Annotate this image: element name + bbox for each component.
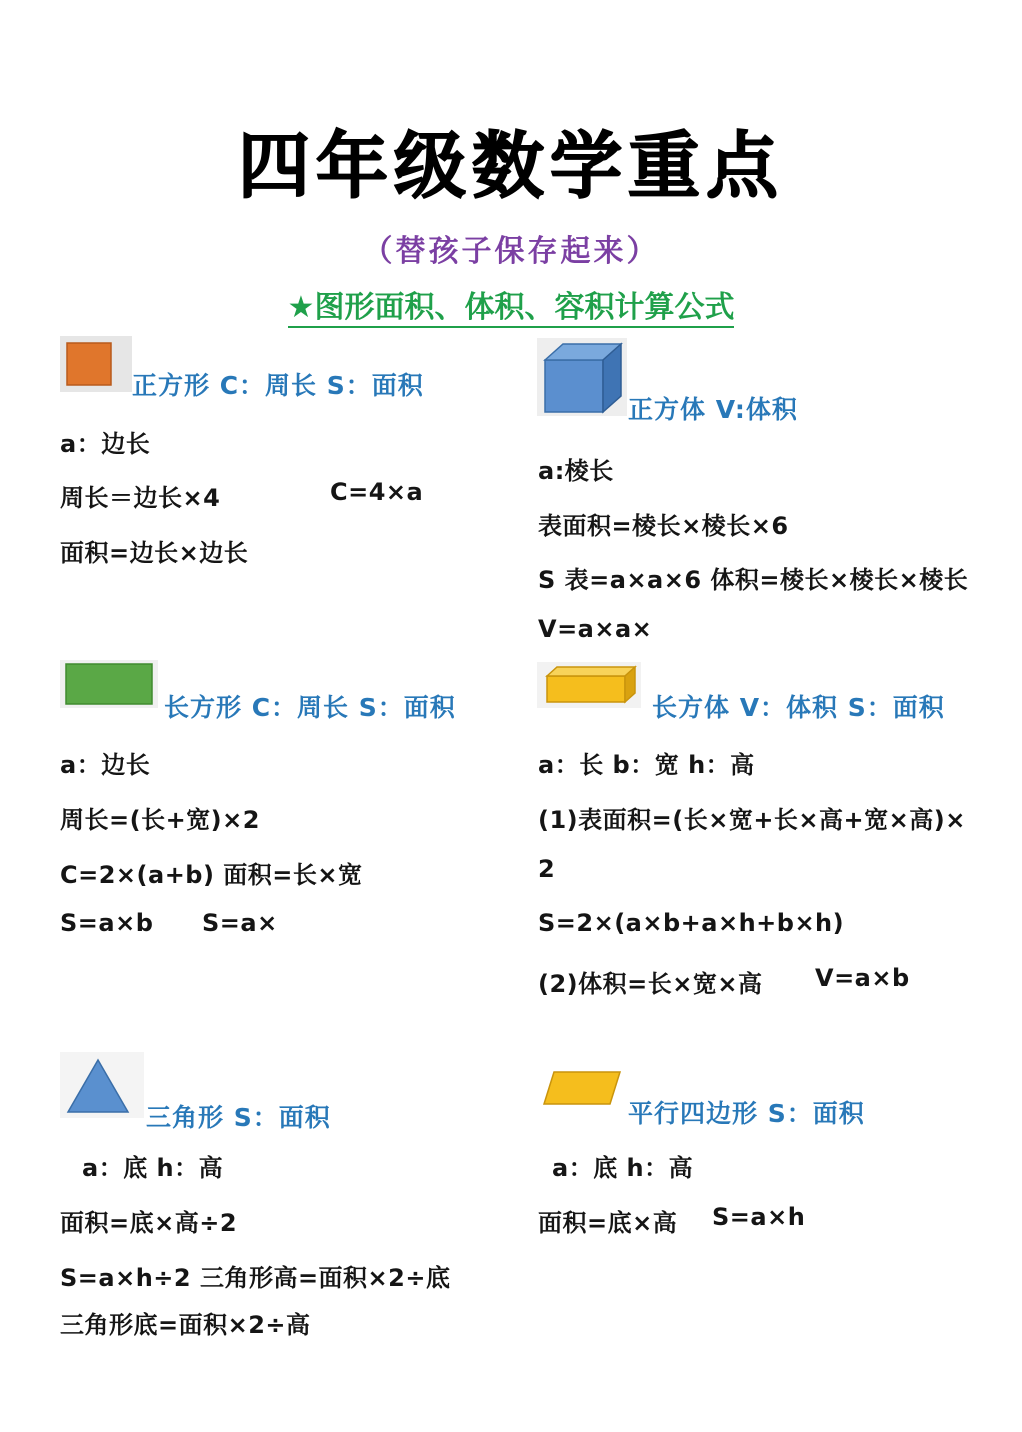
- page-subtitle: （替孩子保存起来）: [362, 234, 660, 269]
- triangle-area-formula: 面积=底×高÷2: [60, 1209, 238, 1237]
- cube-surface-volume-formula: S 表=a×a×6 体积=棱长×棱长×棱长: [538, 566, 969, 594]
- square-side-def: a：边长: [60, 430, 151, 458]
- square-area-formula: 面积=边长×边长: [60, 539, 249, 567]
- cuboid-surface-formula-cont: 2: [538, 855, 556, 883]
- parallelogram-label: 平行四边形 S：面积: [628, 1099, 865, 1128]
- blue-cube-icon: [537, 338, 627, 416]
- triangle-base-height-defs: a：底 h：高: [82, 1154, 224, 1182]
- square-perimeter-symbolic: C=4×a: [330, 478, 424, 506]
- rectangle-perimeter-formula: 周长=(长+宽)×2: [60, 806, 260, 834]
- cuboid-surface-symbolic: S=2×(a×b+a×h+b×h): [538, 909, 845, 937]
- square-label: 正方形 C：周长 S：面积: [132, 371, 424, 400]
- triangle-base-formula: 三角形底=面积×2÷高: [60, 1311, 311, 1339]
- cuboid-surface-formula: (1)表面积=(长×宽+长×高+宽×高)×: [538, 806, 966, 834]
- cube-surface-formula: 表面积=棱长×棱长×6: [538, 512, 789, 540]
- triangle-label: 三角形 S：面积: [146, 1103, 331, 1132]
- rectangle-label: 长方形 C：周长 S：面积: [164, 693, 456, 722]
- blue-triangle-icon: [60, 1052, 144, 1118]
- yellow-cuboid-icon: [537, 662, 641, 708]
- yellow-parallelogram-icon: [540, 1068, 624, 1108]
- cuboid-volume-symbolic: V=a×b: [815, 964, 910, 992]
- section-heading: [0, 282, 1022, 326]
- page-title: 四年级数学重点: [237, 123, 784, 208]
- cube-label: 正方体 V:体积: [628, 395, 798, 424]
- cuboid-dimension-defs: a：长 b：宽 h：高: [538, 751, 755, 779]
- rectangle-side-def: a：边长: [60, 751, 151, 779]
- parallelogram-base-height-defs: a：底 h：高: [552, 1154, 694, 1182]
- rectangle-area-symbolic-alt: S=a×: [202, 909, 278, 937]
- orange-square-icon: [60, 336, 132, 392]
- square-perimeter-formula: 周长＝边长×4: [60, 484, 221, 512]
- parallelogram-area-symbolic: S=a×h: [712, 1203, 806, 1231]
- rectangle-perimeter-area-formula: C=2×(a+b) 面积=长×宽: [60, 861, 363, 889]
- parallelogram-area-formula: 面积=底×高: [538, 1209, 678, 1237]
- cube-volume-symbolic: V=a×a×: [538, 615, 653, 643]
- section-heading-text: ★图形面积、体积、容积计算公式: [288, 290, 735, 328]
- green-rectangle-icon: [60, 660, 158, 708]
- rectangle-area-symbolic: S=a×b: [60, 909, 154, 937]
- cube-edge-def: a:棱长: [538, 457, 614, 485]
- triangle-area-height-formula: S=a×h÷2 三角形高=面积×2÷底: [60, 1264, 451, 1292]
- cuboid-label: 长方体 V：体积 S：面积: [652, 693, 945, 722]
- cuboid-volume-formula: (2)体积=长×宽×高: [538, 970, 763, 998]
